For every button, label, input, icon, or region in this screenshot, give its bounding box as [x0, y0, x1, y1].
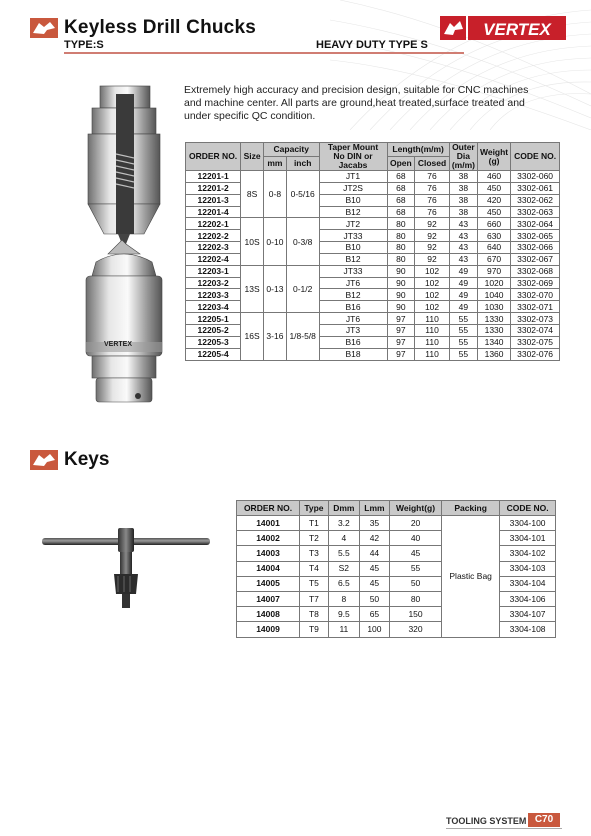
taper-cell: B18 — [319, 348, 387, 360]
code-cell: 3304-102 — [500, 546, 556, 561]
weight-cell: 450 — [477, 182, 510, 194]
weight-cell: 450 — [477, 206, 510, 218]
table-row — [186, 171, 560, 183]
closed-cell: 76 — [415, 206, 450, 218]
open-cell: 90 — [387, 289, 415, 301]
taper-cell: JT6 — [319, 313, 387, 325]
weight-cell: 150 — [389, 607, 441, 622]
lmm-cell: 65 — [359, 607, 389, 622]
capacity-inch-cell: 0-3/8 — [286, 218, 319, 265]
heavy-duty-label: HEAVY DUTY TYPE S — [316, 39, 428, 51]
order-no-cell: 14004 — [237, 561, 300, 576]
capacity-inch-cell: 0-5/16 — [286, 171, 319, 218]
drill-chucks-table — [185, 142, 560, 361]
col-code-no: CODE NO. — [500, 501, 556, 516]
col-capacity-inch: inch — [286, 157, 319, 171]
closed-cell: 102 — [415, 289, 450, 301]
col-capacity: Capacity — [264, 143, 319, 157]
code-cell: 3302-063 — [511, 206, 560, 218]
type-cell: T3 — [300, 546, 329, 561]
taper-cell: B12 — [319, 289, 387, 301]
code-cell: 3304-108 — [500, 622, 556, 637]
order-no-cell: 12202-4 — [186, 253, 241, 265]
type-cell: T1 — [300, 516, 329, 531]
keys-table-body — [237, 516, 556, 638]
capacity-mm-cell: 0-8 — [264, 171, 287, 218]
order-no-cell: 14005 — [237, 576, 300, 591]
dmm-cell: 3.2 — [328, 516, 359, 531]
table-row — [237, 622, 556, 637]
open-cell: 97 — [387, 313, 415, 325]
open-cell: 90 — [387, 301, 415, 313]
code-cell: 3302-064 — [511, 218, 560, 230]
footer-divider — [446, 828, 562, 829]
weight-cell: 1040 — [477, 289, 510, 301]
open-cell: 80 — [387, 218, 415, 230]
dia-cell: 38 — [449, 206, 477, 218]
closed-cell: 102 — [415, 301, 450, 313]
wolf-head-icon — [30, 450, 58, 470]
code-cell: 3304-103 — [500, 561, 556, 576]
weight-cell: 55 — [389, 561, 441, 576]
dmm-cell: 6.5 — [328, 576, 359, 591]
table-row — [237, 607, 556, 622]
dia-cell: 49 — [449, 265, 477, 277]
code-cell: 3302-060 — [511, 171, 560, 183]
col-length-open: Open — [387, 157, 415, 171]
col-weight: Weight(g) — [389, 501, 441, 516]
table-row — [186, 218, 560, 230]
taper-cell: JT33 — [319, 265, 387, 277]
open-cell: 80 — [387, 230, 415, 242]
chuck-brand-mark: VERTEX — [104, 341, 133, 348]
col-type: Type — [300, 501, 329, 516]
type-cell: T2 — [300, 531, 329, 546]
dmm-cell: 11 — [328, 622, 359, 637]
table-row — [237, 591, 556, 606]
table-row — [186, 313, 560, 325]
type-cell: T8 — [300, 607, 329, 622]
order-no-cell: 12202-2 — [186, 230, 241, 242]
weight-cell: 420 — [477, 194, 510, 206]
order-no-cell: 12205-3 — [186, 336, 241, 348]
type-cell: T7 — [300, 591, 329, 606]
weight-cell: 1030 — [477, 301, 510, 313]
closed-cell: 110 — [415, 336, 450, 348]
open-cell: 90 — [387, 277, 415, 289]
order-no-cell: 14008 — [237, 607, 300, 622]
code-cell: 3302-066 — [511, 242, 560, 254]
order-no-cell: 12202-3 — [186, 242, 241, 254]
dmm-cell: 8 — [328, 591, 359, 606]
dia-cell: 43 — [449, 218, 477, 230]
weight-cell: 460 — [477, 171, 510, 183]
page-title: Keyless Drill Chucks — [64, 17, 256, 38]
drill-chucks-table-body — [186, 171, 560, 361]
lmm-cell: 45 — [359, 561, 389, 576]
col-weight: Weight (g) — [477, 143, 510, 171]
lmm-cell: 35 — [359, 516, 389, 531]
open-cell: 97 — [387, 348, 415, 360]
taper-cell: JT1 — [319, 171, 387, 183]
col-taper-mount: Taper Mount No DIN or Jacabs — [319, 143, 387, 171]
col-order-no: ORDER NO. — [186, 143, 241, 171]
weight-cell: 630 — [477, 230, 510, 242]
col-outer-dia: Outer Dia (m/m) — [449, 143, 477, 171]
taper-cell: JT3 — [319, 324, 387, 336]
dmm-cell: S2 — [328, 561, 359, 576]
order-no-cell: 14001 — [237, 516, 300, 531]
dia-cell: 55 — [449, 324, 477, 336]
taper-cell: JT2 — [319, 218, 387, 230]
dia-cell: 49 — [449, 301, 477, 313]
code-cell: 3302-071 — [511, 301, 560, 313]
type-label: TYPE:S — [64, 39, 104, 51]
col-packing: Packing — [442, 501, 500, 516]
dia-cell: 49 — [449, 289, 477, 301]
taper-cell: JT2S — [319, 182, 387, 194]
code-cell: 3302-075 — [511, 336, 560, 348]
order-no-cell: 12202-1 — [186, 218, 241, 230]
logo-text: VERTEX — [483, 20, 551, 39]
closed-cell: 92 — [415, 242, 450, 254]
weight-cell: 640 — [477, 242, 510, 254]
taper-cell: B12 — [319, 253, 387, 265]
open-cell: 68 — [387, 171, 415, 183]
col-length-closed: Closed — [415, 157, 450, 171]
closed-cell: 102 — [415, 265, 450, 277]
order-no-cell: 14003 — [237, 546, 300, 561]
col-lmm: Lmm — [359, 501, 389, 516]
order-no-cell: 12205-4 — [186, 348, 241, 360]
order-no-cell: 12201-2 — [186, 182, 241, 194]
lmm-cell: 44 — [359, 546, 389, 561]
dia-cell: 43 — [449, 242, 477, 254]
order-no-cell: 12205-1 — [186, 313, 241, 325]
drill-chuck-image — [78, 84, 170, 414]
taper-cell: B10 — [319, 194, 387, 206]
header-divider — [64, 52, 464, 54]
closed-cell: 102 — [415, 277, 450, 289]
packing-cell: Plastic Bag — [442, 516, 500, 638]
weight-cell: 1360 — [477, 348, 510, 360]
closed-cell: 76 — [415, 182, 450, 194]
lmm-cell: 50 — [359, 591, 389, 606]
closed-cell: 76 — [415, 194, 450, 206]
dia-cell: 43 — [449, 230, 477, 242]
code-cell: 3304-100 — [500, 516, 556, 531]
dmm-cell: 5.5 — [328, 546, 359, 561]
taper-cell: B12 — [319, 206, 387, 218]
dia-cell: 55 — [449, 313, 477, 325]
order-no-cell: 12203-2 — [186, 277, 241, 289]
table-row — [186, 265, 560, 277]
lmm-cell: 45 — [359, 576, 389, 591]
weight-cell: 320 — [389, 622, 441, 637]
col-length: Length(m/m) — [387, 143, 449, 157]
weight-cell: 970 — [477, 265, 510, 277]
order-no-cell: 14002 — [237, 531, 300, 546]
closed-cell: 110 — [415, 348, 450, 360]
open-cell: 68 — [387, 206, 415, 218]
weight-cell: 80 — [389, 591, 441, 606]
taper-cell: JT6 — [319, 277, 387, 289]
order-no-cell: 12203-1 — [186, 265, 241, 277]
code-cell: 3302-068 — [511, 265, 560, 277]
code-cell: 3302-065 — [511, 230, 560, 242]
lmm-cell: 42 — [359, 531, 389, 546]
taper-cell: JT33 — [319, 230, 387, 242]
table-row — [237, 576, 556, 591]
size-cell: 16S — [241, 313, 264, 360]
code-cell: 3304-106 — [500, 591, 556, 606]
open-cell: 68 — [387, 182, 415, 194]
size-cell: 10S — [241, 218, 264, 265]
code-cell: 3302-074 — [511, 324, 560, 336]
weight-cell: 1330 — [477, 313, 510, 325]
chuck-key-image — [40, 522, 212, 614]
dmm-cell: 9.5 — [328, 607, 359, 622]
taper-cell: B16 — [319, 336, 387, 348]
order-no-cell: 12205-2 — [186, 324, 241, 336]
weight-cell: 50 — [389, 576, 441, 591]
dia-cell: 38 — [449, 182, 477, 194]
order-no-cell: 12203-4 — [186, 301, 241, 313]
weight-cell: 20 — [389, 516, 441, 531]
closed-cell: 110 — [415, 313, 450, 325]
closed-cell: 92 — [415, 253, 450, 265]
footer-label: TOOLING SYSTEM — [446, 816, 527, 826]
order-no-cell: 12201-4 — [186, 206, 241, 218]
dmm-cell: 4 — [328, 531, 359, 546]
type-cell: T5 — [300, 576, 329, 591]
taper-cell: B16 — [319, 301, 387, 313]
weight-cell: 40 — [389, 531, 441, 546]
type-cell: T9 — [300, 622, 329, 637]
product-description: Extremely high accuracy and precision design, suitable for CNC machines and machine center. All parts are ground,heat treated,surface treated and under specific QC condition. — [184, 84, 529, 122]
code-cell: 3302-076 — [511, 348, 560, 360]
dia-cell: 43 — [449, 253, 477, 265]
weight-cell: 660 — [477, 218, 510, 230]
capacity-mm-cell: 0-10 — [264, 218, 287, 265]
col-code-no: CODE NO. — [511, 143, 560, 171]
weight-cell: 670 — [477, 253, 510, 265]
order-no-cell: 14007 — [237, 591, 300, 606]
code-cell: 3302-073 — [511, 313, 560, 325]
dia-cell: 38 — [449, 194, 477, 206]
taper-cell: B10 — [319, 242, 387, 254]
dia-cell: 55 — [449, 348, 477, 360]
open-cell: 68 — [387, 194, 415, 206]
closed-cell: 76 — [415, 171, 450, 183]
dia-cell: 49 — [449, 277, 477, 289]
closed-cell: 110 — [415, 324, 450, 336]
order-no-cell: 12201-3 — [186, 194, 241, 206]
code-cell: 3304-107 — [500, 607, 556, 622]
open-cell: 80 — [387, 253, 415, 265]
capacity-mm-cell: 0-13 — [264, 265, 287, 312]
code-cell: 3302-069 — [511, 277, 560, 289]
closed-cell: 92 — [415, 218, 450, 230]
open-cell: 80 — [387, 242, 415, 254]
dia-cell: 55 — [449, 336, 477, 348]
code-cell: 3302-062 — [511, 194, 560, 206]
page-number: C70 — [528, 813, 560, 827]
code-cell: 3304-104 — [500, 576, 556, 591]
code-cell: 3302-061 — [511, 182, 560, 194]
col-capacity-mm: mm — [264, 157, 287, 171]
closed-cell: 92 — [415, 230, 450, 242]
code-cell: 3302-067 — [511, 253, 560, 265]
lmm-cell: 100 — [359, 622, 389, 637]
table-row — [237, 546, 556, 561]
dia-cell: 38 — [449, 171, 477, 183]
col-size: Size — [241, 143, 264, 171]
order-no-cell: 12201-1 — [186, 171, 241, 183]
size-cell: 13S — [241, 265, 264, 312]
code-cell: 3304-101 — [500, 531, 556, 546]
table-row — [237, 531, 556, 546]
open-cell: 97 — [387, 336, 415, 348]
keys-section-title: Keys — [64, 449, 110, 470]
col-dmm: Dmm — [328, 501, 359, 516]
type-cell: T4 — [300, 561, 329, 576]
weight-cell: 1020 — [477, 277, 510, 289]
table-row — [237, 561, 556, 576]
table-row — [237, 516, 556, 531]
capacity-inch-cell: 1/8-5/8 — [286, 313, 319, 360]
weight-cell: 45 — [389, 546, 441, 561]
code-cell: 3302-070 — [511, 289, 560, 301]
order-no-cell: 12203-3 — [186, 289, 241, 301]
open-cell: 90 — [387, 265, 415, 277]
capacity-inch-cell: 0-1/2 — [286, 265, 319, 312]
col-order-no: ORDER NO. — [237, 501, 300, 516]
vertex-logo — [440, 15, 568, 41]
open-cell: 97 — [387, 324, 415, 336]
weight-cell: 1340 — [477, 336, 510, 348]
weight-cell: 1330 — [477, 324, 510, 336]
keys-table — [236, 500, 556, 638]
order-no-cell: 14009 — [237, 622, 300, 637]
wolf-head-icon — [30, 18, 58, 38]
size-cell: 8S — [241, 171, 264, 218]
capacity-mm-cell: 3-16 — [264, 313, 287, 360]
